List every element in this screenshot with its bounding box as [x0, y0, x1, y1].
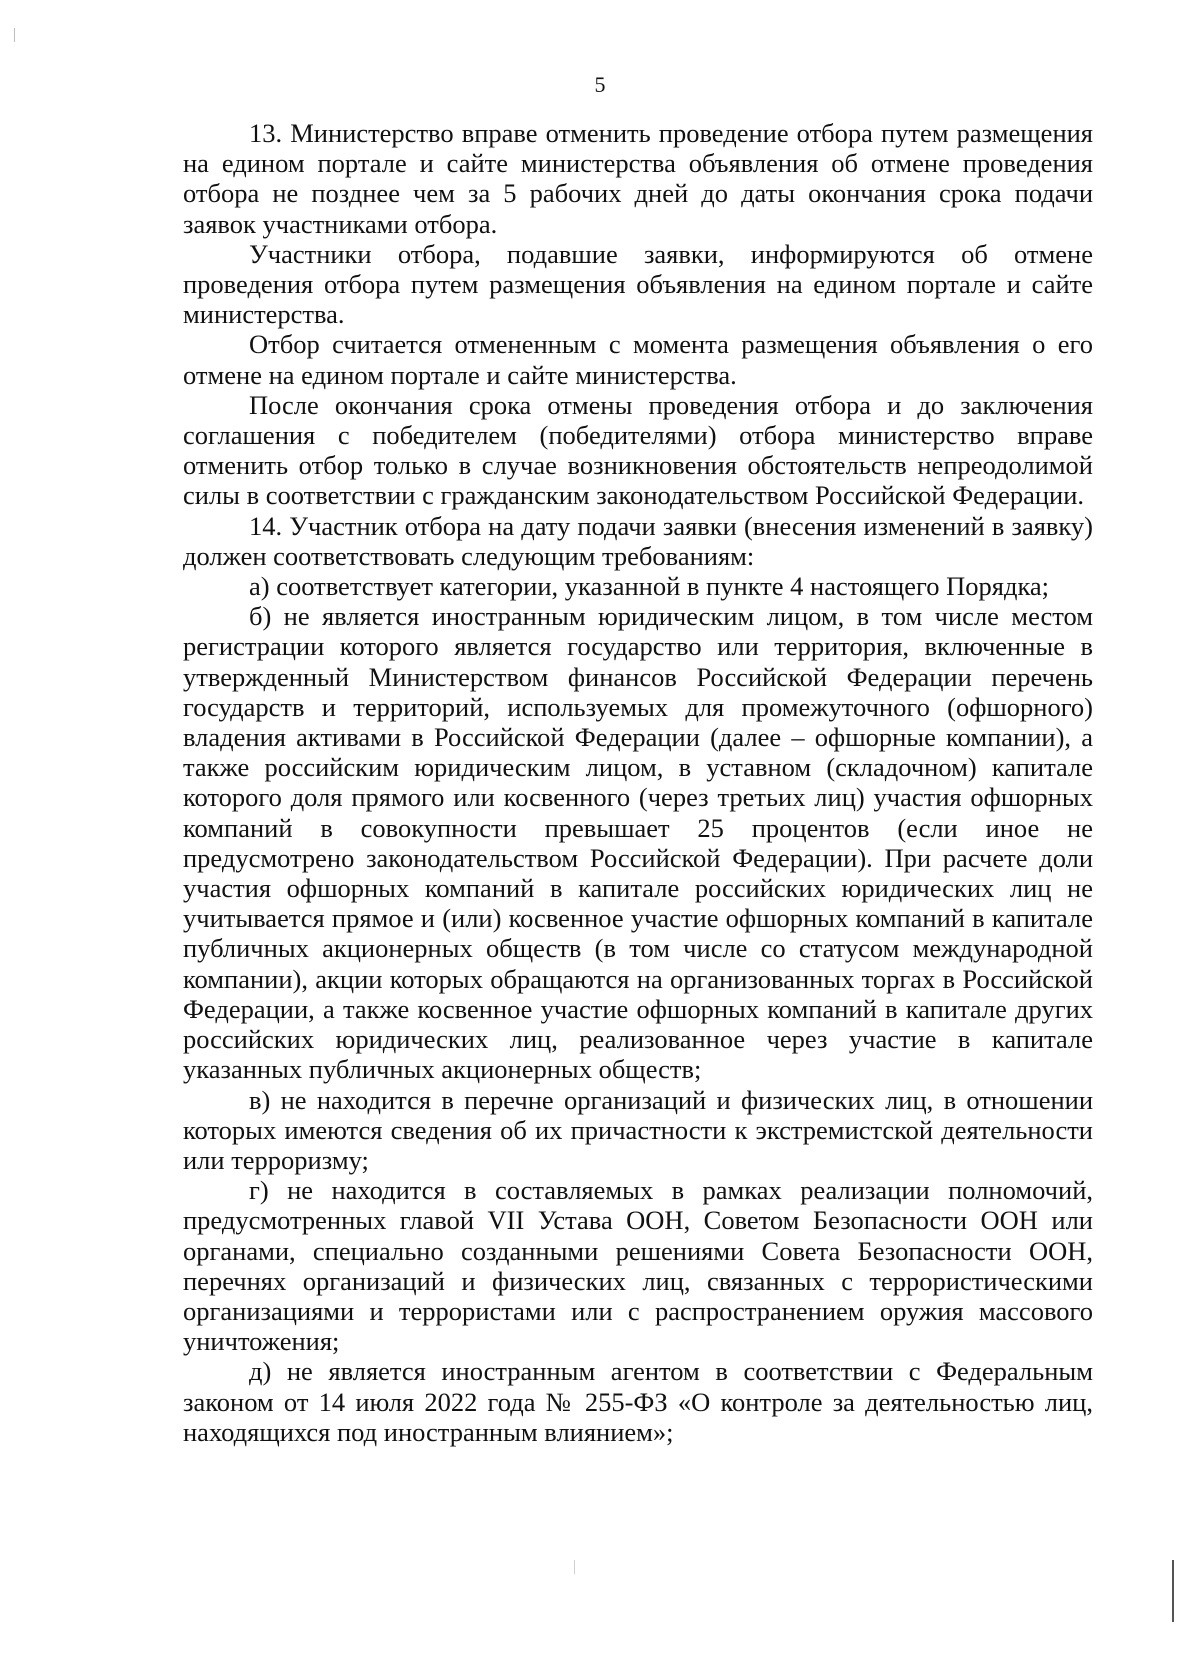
paragraph-14-requirements: 14. Участник отбора на дату подачи заявки (внесения изменений в заявку) должен соответствовать следующим требованиям:	[183, 510, 1093, 571]
document-body	[183, 118, 1093, 1447]
page-number: 5	[594, 72, 606, 97]
paragraph-force-majeure: После окончания срока отмены проведения отбора и до заключения соглашения с победителем (победителями) отбора министерство вправе отменить отбор только в случае возникновения обстоятельств непреодолимой силы в соответствии с гражданским законодательством Российской Федерации.	[183, 389, 1093, 511]
paragraph-selection-cancelled: Отбор считается отмененным с момента размещения объявления о его отмене на едином портале и сайте министерства.	[183, 329, 1093, 390]
requirement-g: г) не находится в составляемых в рамках реализации полномочий, предусмотренных главой VII Устава ООН, Советом Безопасности ООН или органами, специально созданными решениями Совета Безопасности ООН, перечнях организаций и физических лиц, связанных с террористическими организациями и террористами или с распространением оружия массового уничтожения;	[183, 1175, 1093, 1357]
requirement-d: д) не является иностранным агентом в соответствии с Федеральным законом от 14 июля 2022 года № 255-ФЗ «О контроле за деятельностью лиц, находящихся под иностранным влиянием»;	[183, 1356, 1093, 1447]
requirement-v: в) не находится в перечне организаций и физических лиц, в отношении которых имеются сведения об их причастности к экстремистской деятельности или терроризму;	[183, 1084, 1093, 1175]
scan-edge-mark	[14, 28, 15, 42]
scan-edge-line	[1172, 1560, 1174, 1622]
paragraph-participants-informed: Участники отбора, подавшие заявки, информируются об отмене проведения отбора путем размещения объявления на едином портале и сайте министерства.	[183, 238, 1093, 330]
requirement-a: а) соответствует категории, указанной в пункте 4 настоящего Порядка;	[249, 571, 1050, 602]
paragraph-13-cancellation: 13. Министерство вправе отменить проведение отбора путем размещения на едином портале и сайте министерства объявления об отмене проведения отбора не позднее чем за 5 рабочих дней до даты окончания срока подачи заявок участниками отбора.	[183, 118, 1093, 239]
requirement-b: б) не является иностранным юридическим лицом, в том числе местом регистрации которого является государство или территория, включенные в утвержденный Министерством финансов Российской Федерации перечень государств и территорий, используемых для промежуточного (офшорного) владения активами в Российской Федерации (далее – офшорные компании), а также российским юридическим лицом, в уставном (складочном) капитале которого доля прямого или косвенного (через третьих лиц) участия офшорных компаний в совокупности превышает 25 процентов (если иное не предусмотрено законодательством Российской Федерации). При расчете доли участия офшорных компаний в капитале российских юридических лиц не учитывается прямое и (или) косвенное участие офшорных компаний в капитале публичных акционерных обществ (в том числе со статусом международной компании), акции которых обращаются на организованных торгах в Российской Федерации, а также косвенное участие офшорных компаний в капитале других российских юридических лиц, реализованное через участие в капитале указанных публичных акционерных обществ;	[183, 601, 1093, 1085]
scan-artifact	[574, 1560, 575, 1574]
